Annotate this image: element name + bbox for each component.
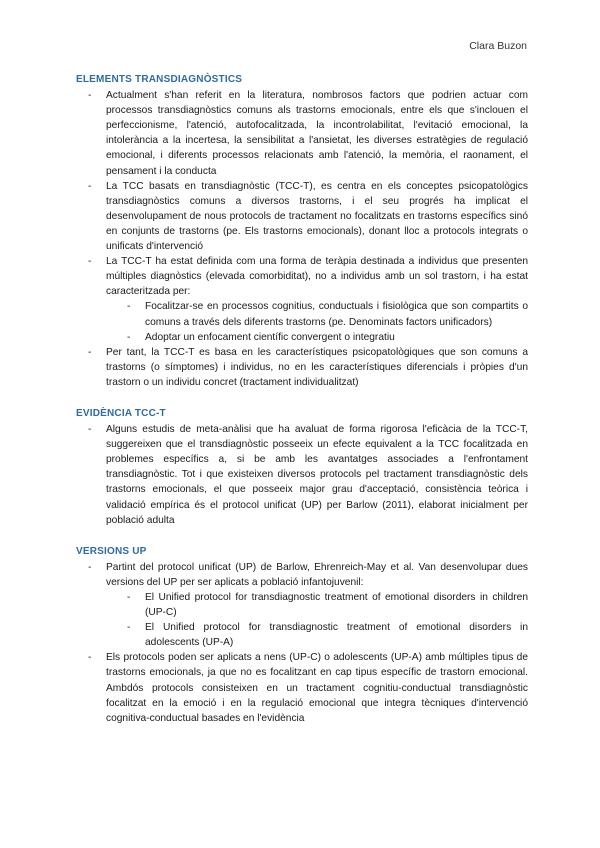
- list-item: [76, 560, 528, 651]
- author-name: Clara Buzon: [469, 40, 527, 52]
- sub-list-item: - Focalitzar-se en processos cognitius, conductuals i fisiològica que son compartits o comuns a través dels diferents trastorns (pe. Denominats factors unificadors): [106, 299, 528, 329]
- section-title: VERSIONS UP: [76, 545, 147, 557]
- section-title: EVIDÈNCIA TCC-T: [76, 407, 166, 419]
- sub-list-item: - El Unified protocol for transdiagnostic treatment of emotional disorders in adolescents (UP-A): [106, 620, 528, 650]
- sub-list-item: - El Unified protocol for transdiagnostic treatment of emotional disorders in children (UP-C): [106, 590, 528, 620]
- bullet-list: [76, 88, 528, 390]
- bullet-list: [76, 560, 528, 726]
- list-item: - La TCC basats en transdiagnòstic (TCC-T), es centra en els conceptes psicopatològics transdiagnòstics comuns a diversos trastorns, i el seu progrés ha implicat el desenvolupament de nous protocols de tractament no focalitzats en trastorns específics sinó en conjunts de trastorns (pe. Els trastorns emocionals), donant lloc a protocols integrats o unificats d'intervenció: [76, 179, 528, 254]
- bullet-list: [76, 422, 528, 528]
- section-versions-up: [76, 544, 528, 726]
- section-title: ELEMENTS TRANSDIAGNÒSTICS: [76, 74, 243, 85]
- sub-list-item: - Adoptar un enfocament científic convergent o integratiu: [106, 330, 528, 345]
- list-item: - Els protocols poden ser aplicats a nens (UP-C) o adolescents (UP-A) amb múltiples tipus de trastorns emocionals, ja que no es focalitzant en cap tipus específic de trastorn emocional. Ambdós protocols consisteixen en un tractament cognitiu-conductual transdiagnòstic focalitzat en la emoció i en la regulació emocional que integra tècniques d'intervenció cognitiva-conductual basades en l'evidència: [76, 650, 528, 725]
- document-body: [76, 72, 528, 742]
- list-item: - Alguns estudis de meta-anàlisi que ha avaluat de forma rigorosa l'eficàcia de la TCC-T, suggereixen que el transdiagnòstic posseeix un efecte equivalent a la TCC focalitzada en problemes específics a, si be amb les avantatges associades a l'enfrontament transdiagnòstic. Tot i que existeixen diversos protocols pel tractament transdiagnòstic dels trastorns emocionals, el que posseeix major grau d'acceptació, consistència teòrica i validació empírica és el protocol unificat (UP) per Barlow (2011), elaborat inicialment per població adulta: [76, 422, 528, 528]
- sub-bullet-list: [106, 590, 528, 650]
- list-item-text: Partint del protocol unificat (UP) de Barlow, Ehrenreich-May et al. Van desenvolupar dues versions del UP per ser aplicats a població infantojuvenil:: [106, 561, 528, 588]
- section-elements-transdiagnostics: [76, 72, 528, 390]
- sub-bullet-list: [106, 299, 528, 344]
- list-item: - Actualment s'han referit en la literatura, nombrosos factors que podrien actuar com processos transdiagnòstics comuns als trastorns emocionals, entre els que s'inclouen el perfeccionisme, l'atenció, autofocalitzada, la incontrolabilitat, l'evitació emocional, la intolerància a la incertesa, la sensibilitat a l'ansietat, les diverses estratègies de regulació emocional, i diferents processos relacionats amb l'atenció, la memòria, el raonament, el pensament i la conducta: [76, 88, 528, 179]
- list-item: - Per tant, la TCC-T es basa en les característiques psicopatològiques que son comuns a trastorns (o símptomes) i individus, no en les característiques diferencials i pròpies d'un trastorn o un individu concret (tractament individualitzat): [76, 345, 528, 390]
- list-item: [76, 254, 528, 345]
- section-evidencia: [76, 406, 528, 528]
- list-item-text: La TCC-T ha estat definida com una forma de teràpia destinada a individus que presenten múltiples diagnòstics (elevada comorbiditat), no a individus amb un sol trastorn, i ha estat caracteritzada per:: [106, 256, 528, 298]
